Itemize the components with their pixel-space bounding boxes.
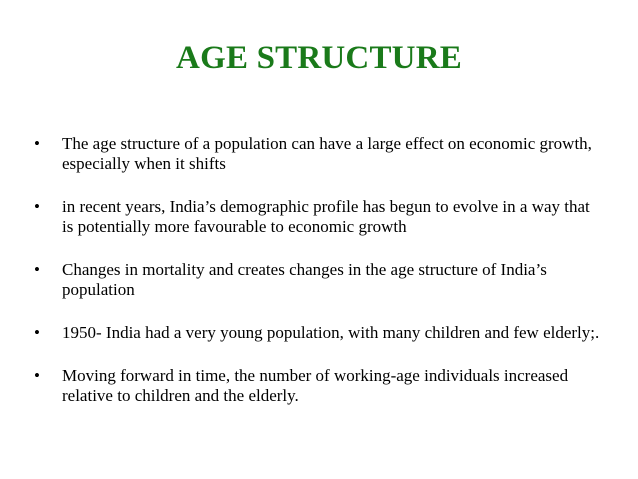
bullet-dot-icon: •	[34, 260, 40, 279]
bullet-dot-icon: •	[34, 197, 40, 216]
slide-title: AGE STRUCTURE	[176, 40, 462, 76]
bullet-item	[32, 197, 602, 237]
bullet-dot-icon: •	[34, 323, 40, 342]
bullet-item	[32, 323, 602, 343]
bullet-text: in recent years, India’s demographic profile has begun to evolve in a way that is potentially more favourable to economic growth	[62, 197, 590, 236]
bullet-text: Changes in mortality and creates changes in the age structure of India’s population	[62, 260, 547, 299]
bullet-text: Moving forward in time, the number of working-age individuals increased relative to children and the elderly.	[62, 366, 569, 405]
bullet-item	[32, 260, 602, 300]
bullet-dot-icon: •	[34, 134, 40, 153]
bullet-text: The age structure of a population can have a large effect on economic growth, especially when it shifts	[62, 134, 592, 173]
bullet-list	[32, 134, 602, 429]
bullet-text: 1950- India had a very young population, with many children and few elderly;.	[62, 323, 600, 342]
bullet-item	[32, 366, 602, 406]
bullet-dot-icon: •	[34, 366, 40, 385]
bullet-item	[32, 134, 602, 174]
